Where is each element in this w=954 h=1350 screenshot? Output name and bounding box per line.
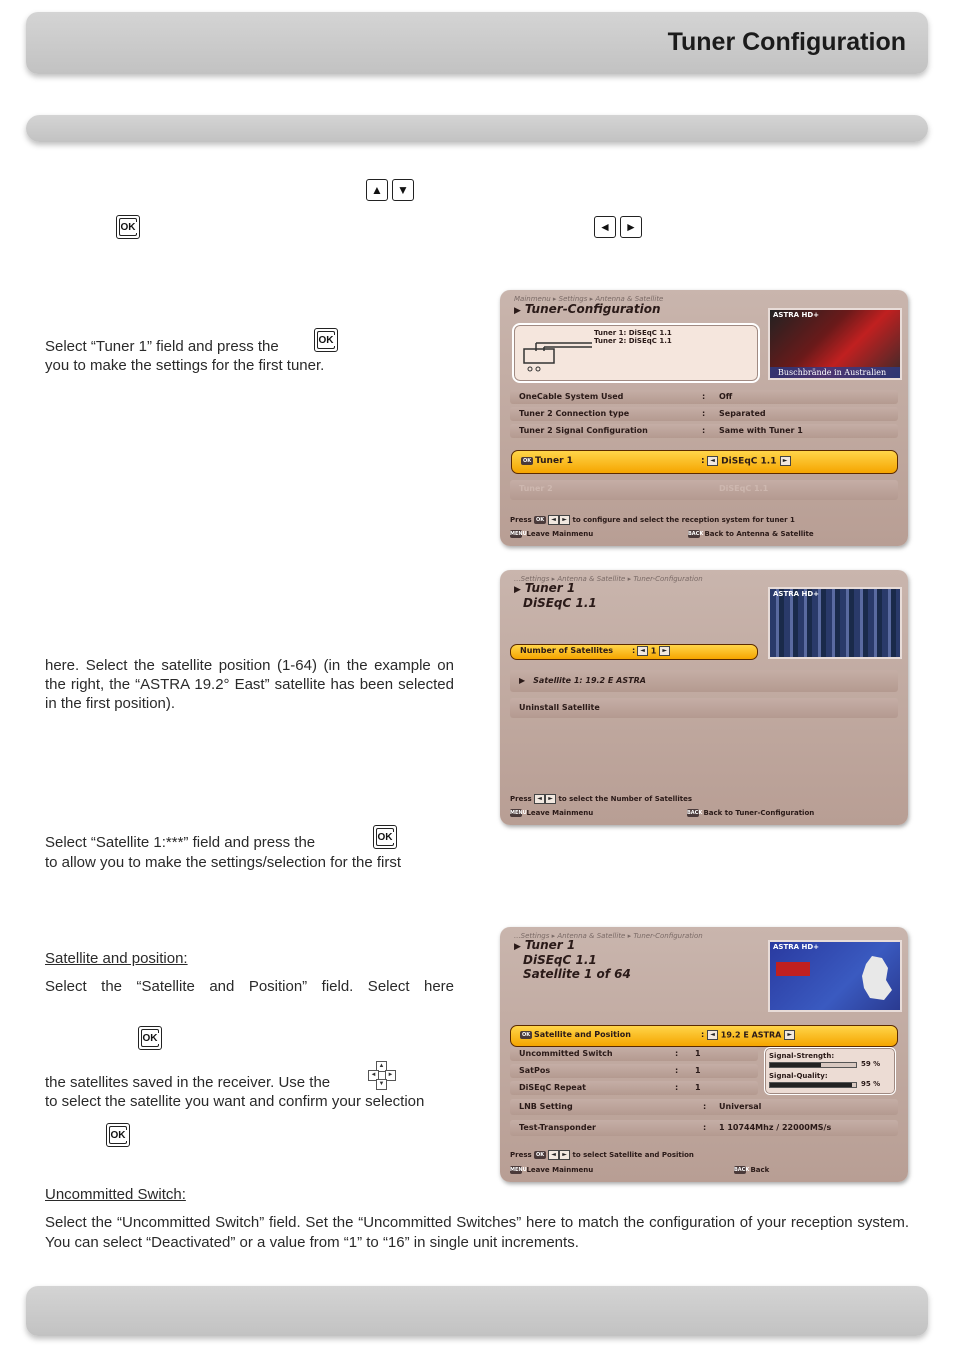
satellite1-row[interactable]: [510, 670, 898, 692]
nav-left-icon: ◄: [368, 1070, 379, 1081]
left-arrow-icon: ◄: [548, 515, 559, 525]
footer-bar: [26, 1286, 928, 1336]
right-arrow-icon: ►: [659, 646, 670, 656]
row-colon: :: [632, 646, 636, 655]
satellite-position-label: [520, 1030, 631, 1039]
screen-subtitle: DiSEqC 1.1: [523, 596, 597, 610]
row-label: OneCable System Used: [519, 392, 624, 401]
left-arrow-icon: ◄: [637, 646, 648, 656]
satellite1-label: ▶ Satellite 1: 19.2 E ASTRA: [519, 676, 646, 685]
tuner2-summary: Tuner 2: DiSEqC 1.1: [594, 337, 672, 345]
satpos-row[interactable]: [510, 1064, 758, 1078]
row-colon: :: [701, 1030, 705, 1039]
news-caption: Buschbrände in Australien: [770, 367, 900, 378]
nav-down-icon: ▼: [376, 1079, 387, 1090]
para3-line2: to allow you to make the settings/selection for the first: [45, 854, 402, 871]
right-arrow-icon: ►: [559, 1150, 570, 1160]
breadcrumb: ...Settings ▸ Antenna & Satellite ▸ Tuner-Configuration: [514, 575, 703, 583]
tuner2-row[interactable]: [510, 480, 898, 500]
signal-quality-value: 95 %: [861, 1080, 881, 1088]
right-arrow-icon: ►: [559, 515, 570, 525]
hint-body: to select the Number of Satellites: [558, 795, 693, 803]
ok-key-icon: [138, 1026, 162, 1050]
tuner-summary-box: [512, 323, 760, 383]
breadcrumb: Mainmenu ▸ Settings ▸ Antenna & Satellite: [514, 295, 664, 303]
tuner1-value-text: DiSEqC 1.1: [721, 456, 777, 467]
signal-quality-bar: [769, 1082, 857, 1088]
para1-line1: Select “Tuner 1” field and press the: [45, 338, 279, 355]
satellite-count-title: Satellite 1 of 64: [523, 967, 631, 981]
tuner1-label-text: Tuner 1: [535, 456, 573, 466]
signal-quality-fill: [770, 1083, 852, 1087]
row-colon: :: [675, 1066, 679, 1075]
leave-mainmenu-hint: [510, 809, 593, 817]
back-label: Back: [750, 1166, 770, 1174]
breadcrumb: ...Settings ▸ Antenna & Satellite ▸ Tuner-Configuration: [514, 932, 703, 940]
row-value: 1: [695, 1066, 701, 1075]
section-bar: [26, 115, 928, 142]
row-label: Tuner 2 Signal Configuration: [519, 426, 648, 435]
para2-text: here. Select the satellite position (1-64) (in the example on the right, the “ASTRA 19.2° East” satellite has been selected in the first position).: [45, 657, 454, 712]
hint-text: [510, 1150, 694, 1160]
tuner1-label: [521, 456, 573, 466]
hint-text: [510, 515, 795, 525]
ok-key-label: OK: [120, 221, 136, 233]
row-colon: :: [702, 392, 706, 401]
up-key-icon: ▲: [366, 179, 388, 201]
satellite-and-position-row[interactable]: [510, 1025, 898, 1047]
row-value: Universal: [719, 1102, 762, 1111]
navigation-pad-icon: [368, 1061, 394, 1087]
left-arrow-icon: ◄: [707, 456, 718, 466]
row-colon: :: [702, 409, 706, 418]
tuner2-label: Tuner 2: [519, 484, 553, 493]
left-arrow-icon: ◄: [534, 794, 545, 804]
hint-body: to configure and select the reception system for tuner 1: [572, 516, 795, 524]
para3-line1: Select “Satellite 1:***” field and press the: [45, 834, 316, 851]
row-value: Same with Tuner 1: [719, 426, 803, 435]
right-arrow-icon: ►: [780, 456, 791, 466]
nav-up-icon: ▲: [376, 1061, 387, 1072]
row-value: [637, 646, 670, 656]
row-colon: :: [675, 1083, 679, 1092]
uncommitted-switch-row[interactable]: [510, 1047, 758, 1061]
nav-right-icon: ►: [385, 1070, 396, 1081]
row-colon: :: [675, 1049, 679, 1058]
signal-quality-label: Signal-Quality:: [769, 1072, 828, 1080]
section1-line1: Select the “Satellite and Position” field. Select here: [45, 978, 454, 995]
ok-button-icon: OK: [536, 1152, 545, 1158]
row-value: Separated: [719, 409, 766, 418]
menu-button-icon: MENU: [510, 1167, 527, 1173]
right-arrow-icon: ►: [545, 794, 556, 804]
right-key-icon: ►: [620, 216, 642, 238]
hint-press: Press: [510, 1151, 532, 1159]
back-label: Back to Antenna & Satellite: [704, 530, 814, 538]
tuner2-connection-row[interactable]: [510, 407, 898, 421]
ok-button-icon: OK: [521, 1031, 531, 1038]
menu-button-icon: MENU: [510, 810, 527, 816]
section1-heading: Satellite and position:: [45, 950, 188, 967]
receiver-diagram-icon: [522, 339, 602, 375]
screen-title-text: Tuner-Configuration: [524, 302, 661, 316]
left-arrow-icon: ◄: [548, 1150, 559, 1160]
row-label: Uncommitted Switch: [519, 1049, 613, 1058]
row-colon: :: [703, 1102, 707, 1111]
row-colon: :: [703, 1123, 707, 1132]
section1-line2: the satellites saved in the receiver. Use the: [45, 1074, 331, 1091]
tv-preview: [768, 587, 902, 659]
ok-key-icon: [116, 215, 140, 239]
ok-key-label: OK: [142, 1032, 158, 1044]
map-graphic-icon: [858, 954, 894, 1002]
tv-preview: [768, 308, 902, 380]
tuner-configuration-screen: [500, 290, 908, 546]
back-hint: [734, 1166, 769, 1174]
signal-strength-value: 59 %: [861, 1060, 881, 1068]
leave-label: Leave Mainmenu: [526, 809, 594, 817]
back-button-icon: BACK: [734, 1167, 750, 1173]
hint-text: [510, 794, 692, 804]
screen-title: ▶ Tuner 1: [514, 581, 576, 595]
screen-title-text: Tuner 1: [524, 581, 576, 595]
tuner2-signal-row[interactable]: [510, 424, 898, 438]
channel-name: ASTRA HD+: [773, 590, 820, 598]
satellite-position-label-text: Satellite and Position: [534, 1030, 631, 1039]
row-colon: :: [702, 426, 706, 435]
tuner1-screen: [500, 570, 908, 825]
satellite-count: 1: [650, 646, 657, 656]
row-label: Tuner 2 Connection type: [519, 409, 630, 418]
ok-button-icon: OK: [536, 517, 545, 523]
channel-name: ASTRA HD+: [773, 311, 820, 319]
row-label: Number of Satellites: [520, 646, 614, 655]
section2-text: Select the “Uncommitted Switch” field. Set the “Uncommitted Switches” here to match the configuration of your reception system. You can select “Deactivated” or a value from “1” to “16” in single unit increments.: [45, 1214, 909, 1251]
section2-heading: Uncommitted Switch:: [45, 1186, 186, 1203]
row-value: 1: [695, 1083, 701, 1092]
tv-preview: [768, 940, 902, 1012]
channel-name: ASTRA HD+: [773, 943, 820, 951]
leave-label: Leave Mainmenu: [526, 530, 594, 538]
signal-strength-bar: [769, 1062, 857, 1068]
row-label: LNB Setting: [519, 1102, 573, 1111]
tuner1-row[interactable]: [511, 450, 898, 474]
section1-line3: to select the satellite you want and confirm your selection: [45, 1093, 425, 1110]
signal-strength-fill: [770, 1063, 821, 1067]
page-title: Tuner Configuration: [667, 28, 906, 56]
row-label: DiSEqC Repeat: [519, 1083, 586, 1092]
left-key-icon: ◄: [594, 216, 616, 238]
screen-title: ▶ Tuner 1: [514, 938, 576, 952]
menu-button-icon: MENU: [510, 531, 527, 537]
news-graphic: [776, 962, 810, 976]
back-label: Back to Tuner-Configuration: [703, 809, 815, 817]
para1-line2: you to make the settings for the first tuner.: [45, 357, 325, 374]
back-button-icon: BACK: [688, 531, 704, 537]
signal-strength-label: Signal-Strength:: [769, 1052, 835, 1060]
preview-image: [770, 589, 900, 657]
satellite-position-value: [707, 1030, 795, 1040]
signal-panel: [764, 1047, 896, 1095]
row-value: 1: [695, 1049, 701, 1058]
row-colon: :: [701, 456, 705, 466]
ok-key-icon: [373, 825, 397, 849]
back-button-icon: BACK: [687, 810, 703, 816]
ok-button-icon: OK: [522, 457, 532, 464]
onecable-row[interactable]: [510, 390, 898, 404]
ok-key-label: OK: [110, 1129, 126, 1141]
tuner1-value: [707, 456, 791, 467]
uninstall-satellite-row[interactable]: [510, 698, 898, 718]
satellite-position-value-text: 19.2 E ASTRA: [720, 1030, 782, 1040]
row-label: SatPos: [519, 1066, 551, 1075]
hint-body: to select Satellite and Position: [572, 1151, 694, 1159]
header-bar: [26, 12, 928, 74]
lnb-setting-row[interactable]: [510, 1099, 898, 1115]
ok-key-label: OK: [377, 831, 393, 843]
hint-press: Press: [510, 516, 532, 524]
screen-title: ▶ Tuner-Configuration: [514, 302, 661, 316]
back-hint: [688, 530, 814, 538]
uninstall-label: Uninstall Satellite: [519, 703, 600, 712]
screen-title-text: Tuner 1: [524, 938, 576, 952]
left-arrow-icon: ◄: [707, 1030, 718, 1040]
ok-key-icon: [106, 1123, 130, 1147]
row-label: Test-Transponder: [519, 1123, 596, 1132]
ok-key-icon: [314, 328, 338, 352]
right-arrow-icon: ►: [784, 1030, 795, 1040]
leave-label: Leave Mainmenu: [526, 1166, 594, 1174]
number-of-satellites-row[interactable]: [510, 644, 758, 660]
ok-key-label: OK: [318, 334, 334, 346]
diseqc-repeat-row[interactable]: [510, 1081, 758, 1095]
down-key-icon: ▼: [392, 179, 414, 201]
satellite1-text: Satellite 1: 19.2 E ASTRA: [533, 676, 646, 685]
leave-mainmenu-hint: [510, 1166, 593, 1174]
hint-press: Press: [510, 795, 532, 803]
row-value: Off: [719, 392, 733, 401]
satellite-settings-screen: [500, 927, 908, 1182]
tuner2-value: DiSEqC 1.1: [719, 484, 769, 493]
tuner1-summary: Tuner 1: DiSEqC 1.1: [594, 329, 672, 337]
leave-mainmenu-hint: [510, 530, 593, 538]
test-transponder-row[interactable]: [510, 1120, 898, 1136]
back-hint: [687, 809, 814, 817]
screen-subtitle: DiSEqC 1.1: [523, 953, 597, 967]
row-value: 1 10744Mhz / 22000MS/s: [719, 1123, 832, 1132]
